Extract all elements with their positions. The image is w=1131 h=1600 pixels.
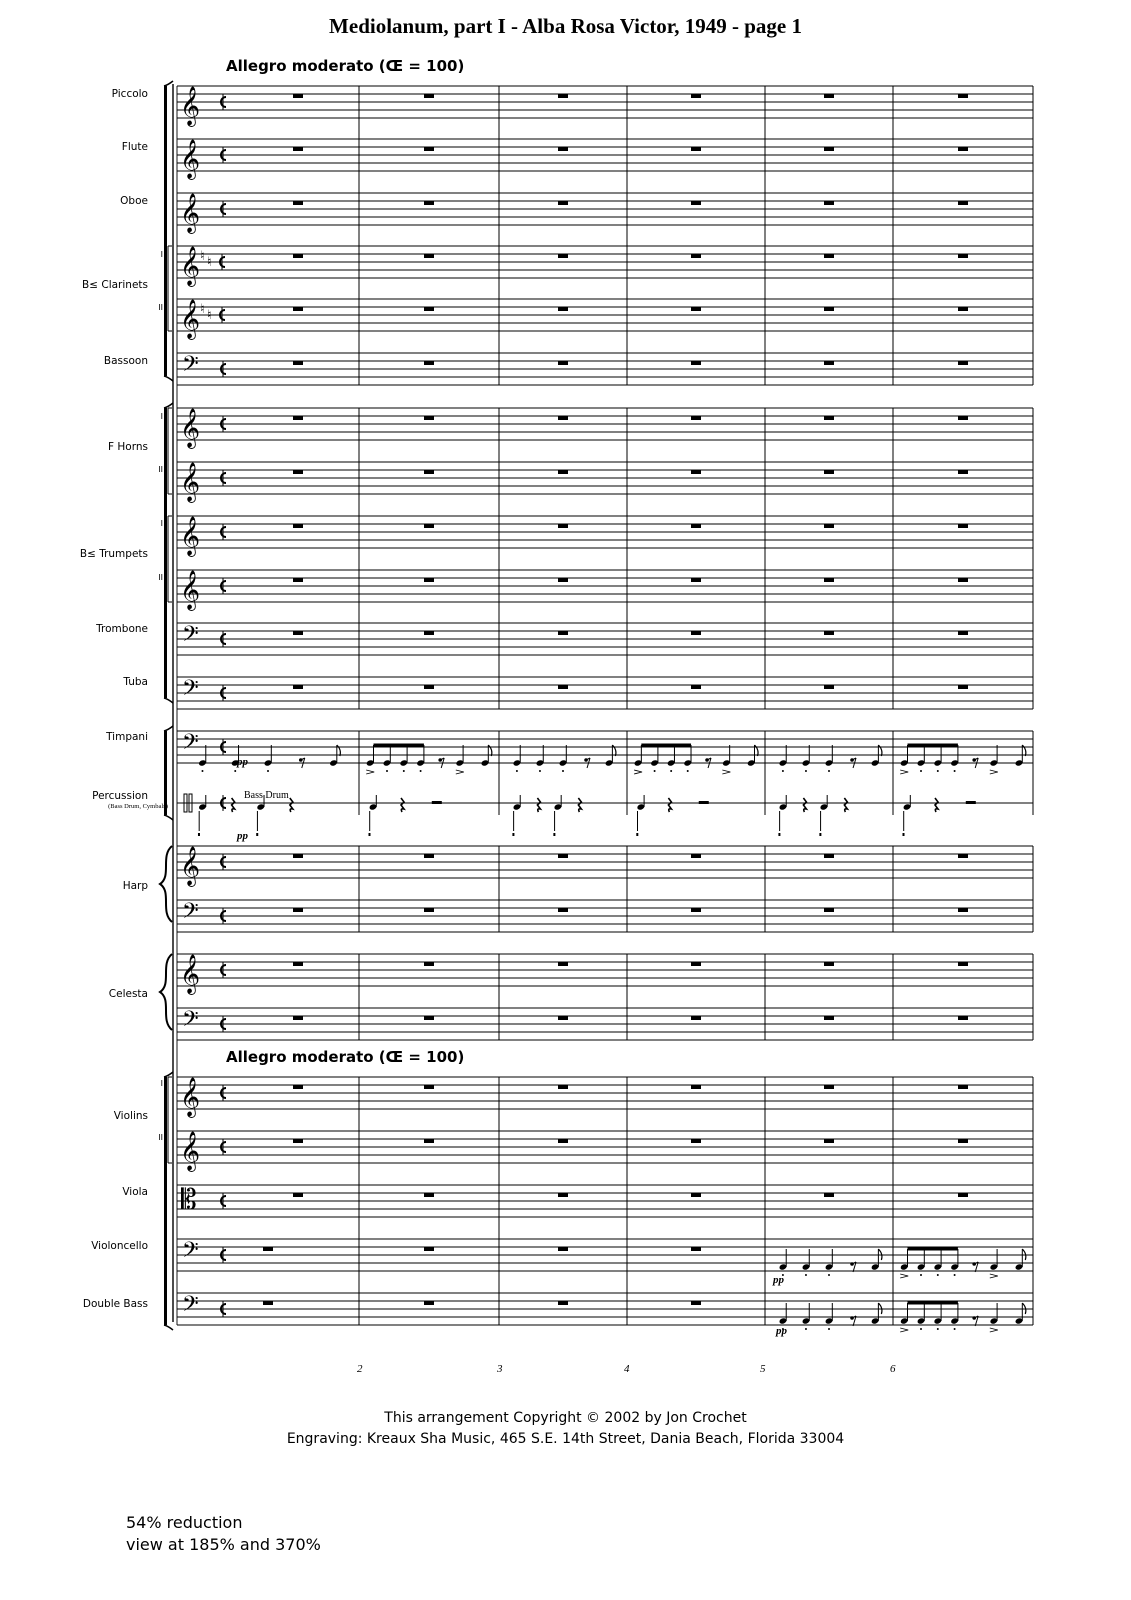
staff-vln2-whole-rest-m2 [424, 1139, 434, 1143]
timpani-accent-m6-1 [900, 770, 908, 774]
staff-celL-whole-rest-m1 [293, 1016, 303, 1020]
timpani-beam-m2 [374, 744, 424, 747]
dynamic-percussion: pp [237, 830, 248, 842]
staff-harpR-whole-rest-m4 [691, 854, 701, 858]
staff-harpR-whole-rest-m3 [558, 854, 568, 858]
instrument-label-percussion: Percussion [92, 790, 148, 802]
staff-clar1-treble-clef: 𝄞 [180, 246, 201, 286]
staff-piccolo-whole-rest-m1 [293, 94, 303, 98]
timpani-accent-m6-q [990, 770, 998, 774]
staff-harpL-whole-rest-m4 [691, 908, 701, 912]
timpani-accent-m2-q [456, 770, 464, 774]
part-label-horn-2: II [158, 465, 163, 474]
instrument-label-clarinets: B≤ Clarinets [82, 279, 148, 291]
cello-staccato-m5-2 [805, 1274, 807, 1276]
staff-tuba-whole-rest-m5 [824, 685, 834, 689]
staff-cello-whole-rest-m4 [691, 1247, 701, 1251]
brace-celesta [160, 954, 172, 1030]
percussion-cymbal-mark-m3-3 [553, 833, 555, 836]
staff-trp2-whole-rest-m6 [958, 578, 968, 582]
percussion-cymbal-mark-m5-1 [778, 833, 780, 836]
bracket-woodwinds [164, 86, 167, 376]
timpani-staccato-m2-2 [386, 770, 388, 772]
percussion-cymbal-mark-m6 [903, 833, 905, 836]
percussion-cymbal-mark-m1-3 [256, 833, 258, 836]
view-note: view at 185% and 370% [126, 1535, 321, 1554]
staff-trp2-whole-rest-m4 [691, 578, 701, 582]
staff-flute-whole-rest-m4 [691, 147, 701, 151]
staff-vln1-whole-rest-m2 [424, 1085, 434, 1089]
instrument-label-trombone: Trombone [96, 623, 148, 635]
staff-celR-whole-rest-m3 [558, 962, 568, 966]
staff-viola-whole-rest-m4 [691, 1193, 701, 1197]
staff-cello-whole-rest-m1 [263, 1247, 273, 1251]
staff-celR-whole-rest-m1 [293, 962, 303, 966]
bass-beam-m6 [908, 1302, 958, 1305]
staff-trombone-whole-rest-m6 [958, 631, 968, 635]
percussion-cymbal-mark-m4 [636, 833, 638, 836]
measure-number-6: 6 [890, 1363, 896, 1375]
staff-flute-treble-clef: 𝄞 [180, 139, 201, 179]
percussion-rest-m1-4 [290, 798, 293, 812]
measure-number-5: 5 [760, 1363, 766, 1375]
timpani-accent-m4-1 [634, 770, 642, 774]
bracket-percussion-bottom-hook [164, 815, 173, 820]
percussion-rest-m5-4 [844, 798, 847, 812]
staff-trp2-whole-rest-m3 [558, 578, 568, 582]
instrument-label-horns: F Horns [108, 441, 148, 453]
part-label-horn-1: I [160, 412, 163, 421]
cello-staccato-m6-3 [937, 1274, 939, 1276]
cello-eighth-m5-flag [878, 1249, 882, 1260]
percussion-rest-m3-2 [537, 798, 540, 812]
staff-harpL-whole-rest-m3 [558, 908, 568, 912]
staff-trombone-whole-rest-m5 [824, 631, 834, 635]
timpani-staccato-m2-3 [403, 770, 405, 772]
staff-bassoon-bass-clef: 𝄢 [182, 352, 199, 382]
percussion-rest-m5-2 [803, 798, 806, 812]
instrument-label-bassoon: Bassoon [103, 355, 148, 367]
bass-eighth-m5-flag [878, 1303, 882, 1314]
cello-staccato-m5-3 [828, 1274, 830, 1276]
staff-celR-treble-clef: 𝄞 [180, 954, 201, 994]
percussion-rest-m1-2 [232, 798, 235, 812]
staff-bassoon-whole-rest-m2 [424, 361, 434, 365]
part-label-trumpet-1: I [160, 519, 163, 528]
instrument-label-celesta: Celesta [108, 988, 148, 1000]
staff-bassoon-whole-rest-m1 [293, 361, 303, 365]
bracket-strings [164, 1077, 167, 1325]
timpani-staccato-m5-3 [828, 770, 830, 772]
staff-clar2-whole-rest-m1 [293, 307, 303, 311]
timpani-staccato-m1-1 [201, 770, 203, 772]
timpani-staccato-m4-2 [654, 770, 656, 772]
part-label-violin-1: I [160, 1079, 163, 1088]
staff-celR-whole-rest-m6 [958, 962, 968, 966]
bracket-woodwinds-top-hook [164, 81, 173, 86]
staff-celL-whole-rest-m4 [691, 1016, 701, 1020]
staff-clar2-whole-rest-m6 [958, 307, 968, 311]
timpani-accent-m4-q [722, 770, 730, 774]
tempo-marking-strings: Allegro moderato (Œ = 100) [226, 1048, 465, 1066]
staff-clar1-whole-rest-m2 [424, 254, 434, 258]
staff-horn2-whole-rest-m5 [824, 470, 834, 474]
staff-trombone-bass-clef: 𝄢 [182, 622, 199, 652]
instrument-label-trumpets: B≤ Trumpets [79, 548, 148, 560]
staff-viola-whole-rest-m3 [558, 1193, 568, 1197]
staff-clar1-natural-2: ♮ [207, 255, 212, 270]
dynamic-violoncello: pp [773, 1274, 784, 1286]
staff-cello-whole-rest-m3 [558, 1247, 568, 1251]
staff-clar1-natural-1: ♮ [200, 249, 205, 264]
percussion-half-rest-m2 [432, 801, 442, 804]
staff-clar1-whole-rest-m5 [824, 254, 834, 258]
staff-clar2-whole-rest-m5 [824, 307, 834, 311]
percussion-half-rest-m6 [966, 801, 976, 804]
staff-harpR-whole-rest-m6 [958, 854, 968, 858]
timpani-staccato-m3-3 [562, 770, 564, 772]
timpani-staccato-m5-1 [782, 770, 784, 772]
cello-accent-m6-1 [900, 1274, 908, 1278]
staff-vln1-whole-rest-m6 [958, 1085, 968, 1089]
staff-trp1-whole-rest-m1 [293, 524, 303, 528]
instrument-label-violins: Violins [113, 1110, 148, 1122]
staff-harpR-treble-clef: 𝄞 [180, 846, 201, 886]
staff-vln2-whole-rest-m4 [691, 1139, 701, 1143]
timpani-staccato-m4-4 [687, 770, 689, 772]
staff-bass-bass-clef: 𝄢 [182, 1292, 199, 1322]
staff-tuba-bass-clef: 𝄢 [182, 676, 199, 706]
part-label-violin-2: II [158, 1133, 163, 1142]
staff-horn1-whole-rest-m6 [958, 416, 968, 420]
part-label-clarinet-1: I [160, 250, 163, 259]
staff-celL-bass-clef: 𝄢 [182, 1007, 199, 1037]
staff-horn2-treble-clef: 𝄞 [180, 462, 201, 502]
staff-horn1-whole-rest-m4 [691, 416, 701, 420]
copyright-line: This arrangement Copyright © 2002 by Jon Crochet [384, 1410, 747, 1426]
staff-piccolo-whole-rest-m4 [691, 94, 701, 98]
staff-oboe-whole-rest-m6 [958, 201, 968, 205]
staff-vln2-whole-rest-m1 [293, 1139, 303, 1143]
staff-horn2-whole-rest-m3 [558, 470, 568, 474]
part-label-clarinet-2: II [158, 303, 163, 312]
percussion-rest-m4 [668, 798, 671, 812]
staff-harpL-whole-rest-m5 [824, 908, 834, 912]
brace-harp [160, 846, 172, 922]
bass-eighth-m6-end-flag [1022, 1303, 1026, 1314]
staff-viola-alto-clef: 𝄡 [181, 1183, 197, 1216]
staff-vln1-whole-rest-m3 [558, 1085, 568, 1089]
staff-cello-whole-rest-m2 [424, 1247, 434, 1251]
staff-trp1-whole-rest-m4 [691, 524, 701, 528]
staff-clar1-whole-rest-m6 [958, 254, 968, 258]
staff-tuba-whole-rest-m1 [293, 685, 303, 689]
measure-number-2: 2 [357, 1363, 363, 1375]
timpani-staccato-m6-3 [937, 770, 939, 772]
bracket-percussion-top-hook [164, 726, 173, 731]
staff-bassoon-whole-rest-m5 [824, 361, 834, 365]
staff-celR-whole-rest-m5 [824, 962, 834, 966]
timpani-beam-m6 [908, 744, 958, 747]
staff-harpL-bass-clef: 𝄢 [182, 899, 199, 929]
staff-flute-whole-rest-m3 [558, 147, 568, 151]
timpani-staccato-m2-4 [420, 770, 422, 772]
staff-viola-whole-rest-m5 [824, 1193, 834, 1197]
staff-celR-whole-rest-m2 [424, 962, 434, 966]
staff-viola-whole-rest-m6 [958, 1193, 968, 1197]
staff-tuba-whole-rest-m3 [558, 685, 568, 689]
staff-bassoon-whole-rest-m6 [958, 361, 968, 365]
staff-trp2-treble-clef: 𝄞 [180, 570, 201, 610]
staff-horn1-whole-rest-m2 [424, 416, 434, 420]
staff-vln1-treble-clef: 𝄞 [180, 1077, 201, 1117]
bracket-strings-bottom-hook [164, 1325, 173, 1330]
bass-drum-label: Bass Drum [244, 790, 289, 801]
staff-trombone-whole-rest-m4 [691, 631, 701, 635]
staff-tuba-whole-rest-m4 [691, 685, 701, 689]
staff-oboe-treble-clef: 𝄞 [180, 193, 201, 233]
instrument-label-piccolo: Piccolo [111, 88, 148, 100]
staff-tuba-whole-rest-m6 [958, 685, 968, 689]
staff-harpL-whole-rest-m2 [424, 908, 434, 912]
staff-clar1-whole-rest-m4 [691, 254, 701, 258]
bracket-brass-bottom-hook [164, 698, 173, 703]
tempo-marking-top: Allegro moderato (Œ = 100) [226, 57, 465, 75]
timpani-staccato-m6-4 [954, 770, 956, 772]
staff-trombone-whole-rest-m1 [293, 631, 303, 635]
staff-trp2-whole-rest-m2 [424, 578, 434, 582]
bracket-brass-top-hook [164, 403, 173, 408]
staff-horn1-whole-rest-m5 [824, 416, 834, 420]
staff-vln2-treble-clef: 𝄞 [180, 1131, 201, 1171]
cello-eighth-m6-end-flag [1022, 1249, 1026, 1260]
staff-flute-whole-rest-m2 [424, 147, 434, 151]
staff-oboe-whole-rest-m5 [824, 201, 834, 205]
part-label-trumpet-2: II [158, 573, 163, 582]
staff-timpani-bass-clef: 𝄢 [182, 730, 199, 760]
percussion-rest-m3-4 [578, 798, 581, 812]
percussion-cymbal-mark-m1-1 [198, 833, 200, 836]
staff-bass-whole-rest-m2 [424, 1301, 434, 1305]
staff-clar2-natural-1: ♮ [200, 302, 205, 317]
percussion-cymbal-mark-m2 [369, 833, 371, 836]
staff-flute-whole-rest-m1 [293, 147, 303, 151]
engraving-line: Engraving: Kreaux Sha Music, 465 S.E. 14th Street, Dania Beach, Florida 33004 [286, 1431, 845, 1447]
staff-trp2-whole-rest-m5 [824, 578, 834, 582]
staff-trp2-whole-rest-m1 [293, 578, 303, 582]
staff-bassoon-whole-rest-m3 [558, 361, 568, 365]
staff-bass-whole-rest-m1 [263, 1301, 273, 1305]
timpani-staccato-m4-3 [670, 770, 672, 772]
timpani-staccato-m5-2 [805, 770, 807, 772]
timpani-staccato-m1-3 [267, 770, 269, 772]
staff-oboe-whole-rest-m3 [558, 201, 568, 205]
instrument-label-violoncello: Violoncello [91, 1240, 148, 1252]
staff-vln1-whole-rest-m4 [691, 1085, 701, 1089]
percussion-cymbal-mark-m5-3 [819, 833, 821, 836]
bass-staccato-m6-3 [937, 1328, 939, 1330]
bass-staccato-m6-4 [954, 1328, 956, 1330]
staff-harpR-whole-rest-m2 [424, 854, 434, 858]
staff-vln2-whole-rest-m6 [958, 1139, 968, 1143]
staff-flute-whole-rest-m5 [824, 147, 834, 151]
staff-clar1-whole-rest-m3 [558, 254, 568, 258]
instrument-label-viola: Viola [122, 1186, 148, 1198]
dynamic-timpani: pp [237, 756, 248, 768]
measure-number-4: 4 [624, 1363, 630, 1375]
staff-celL-whole-rest-m3 [558, 1016, 568, 1020]
instrument-label-oboe: Oboe [120, 195, 148, 207]
cello-beam-m6 [908, 1248, 958, 1251]
timpani-staccato-m3-2 [539, 770, 541, 772]
instrument-label-double-bass: Double Bass [82, 1298, 148, 1310]
cello-staccato-m6-4 [954, 1274, 956, 1276]
staff-bass-whole-rest-m3 [558, 1301, 568, 1305]
bass-staccato-m5-2 [805, 1328, 807, 1330]
bracket-brass [164, 408, 167, 698]
staff-bassoon-whole-rest-m4 [691, 361, 701, 365]
cello-staccato-m6-2 [920, 1274, 922, 1276]
staff-horn1-whole-rest-m3 [558, 416, 568, 420]
staff-cello-bass-clef: 𝄢 [182, 1238, 199, 1268]
staff-horn2-whole-rest-m2 [424, 470, 434, 474]
bass-accent-m6-q [990, 1328, 998, 1332]
staff-harpR-whole-rest-m5 [824, 854, 834, 858]
bass-staccato-m6-2 [920, 1328, 922, 1330]
percussion-rest-m6 [935, 798, 938, 812]
percussion-half-rest-m4 [699, 801, 709, 804]
staff-celL-whole-rest-m2 [424, 1016, 434, 1020]
staff-flute-whole-rest-m6 [958, 147, 968, 151]
instrument-label-flute: Flute [121, 141, 148, 153]
timpani-staccato-m1-2 [234, 770, 236, 772]
staff-piccolo-whole-rest-m5 [824, 94, 834, 98]
staff-clar1-whole-rest-m1 [293, 254, 303, 258]
staff-vln1-whole-rest-m5 [824, 1085, 834, 1089]
timpani-staccato-m3-1 [516, 770, 518, 772]
staff-horn1-treble-clef: 𝄞 [180, 408, 201, 448]
staff-bass-whole-rest-m4 [691, 1301, 701, 1305]
staff-vln1-whole-rest-m1 [293, 1085, 303, 1089]
page-title: Mediolanum, part I - Alba Rosa Victor, 1949 - page 1 [329, 14, 802, 38]
staff-horn2-whole-rest-m6 [958, 470, 968, 474]
dynamic-double-bass: pp [776, 1325, 787, 1337]
staff-harpL-whole-rest-m1 [293, 908, 303, 912]
staff-harpR-whole-rest-m1 [293, 854, 303, 858]
staff-harpL-whole-rest-m6 [958, 908, 968, 912]
staff-horn2-whole-rest-m4 [691, 470, 701, 474]
bracket-woodwinds-bottom-hook [164, 376, 173, 381]
timpani-beam-m4 [641, 744, 691, 747]
staff-trp1-whole-rest-m5 [824, 524, 834, 528]
staff-vln2-whole-rest-m3 [558, 1139, 568, 1143]
instrument-label-harp: Harp [122, 880, 148, 892]
cello-accent-m6-q [990, 1274, 998, 1278]
staff-trp1-whole-rest-m6 [958, 524, 968, 528]
reduction-note: 54% reduction [126, 1513, 243, 1532]
staff-tuba-whole-rest-m2 [424, 685, 434, 689]
staff-celL-whole-rest-m5 [824, 1016, 834, 1020]
staff-oboe-whole-rest-m2 [424, 201, 434, 205]
staff-celR-whole-rest-m4 [691, 962, 701, 966]
measure-number-3: 3 [497, 1363, 503, 1375]
staff-horn1-whole-rest-m1 [293, 416, 303, 420]
staff-vln2-whole-rest-m5 [824, 1139, 834, 1143]
instrument-label-timpani: Timpani [106, 731, 148, 743]
staff-clar2-whole-rest-m2 [424, 307, 434, 311]
staff-trombone-whole-rest-m2 [424, 631, 434, 635]
timpani-accent-m2-1 [366, 770, 374, 774]
staff-viola-whole-rest-m1 [293, 1193, 303, 1197]
staff-horn2-whole-rest-m1 [293, 470, 303, 474]
percussion-rest-m2 [401, 798, 404, 812]
staff-clar2-whole-rest-m4 [691, 307, 701, 311]
staff-clar2-natural-2: ♮ [207, 308, 212, 323]
instrument-label-tuba: Tuba [123, 676, 148, 688]
staff-piccolo-whole-rest-m3 [558, 94, 568, 98]
instrument-label-percussion-detail: (Bass Drum, Cymbals) [108, 803, 168, 810]
staff-oboe-whole-rest-m4 [691, 201, 701, 205]
staff-piccolo-whole-rest-m6 [958, 94, 968, 98]
staff-clar2-treble-clef: 𝄞 [180, 299, 201, 339]
bass-staccato-m5-3 [828, 1328, 830, 1330]
staff-oboe-whole-rest-m1 [293, 201, 303, 205]
staff-clar2-whole-rest-m3 [558, 307, 568, 311]
bracket-strings-top-hook [164, 1072, 173, 1077]
bass-accent-m6-1 [900, 1328, 908, 1332]
staff-trp1-whole-rest-m3 [558, 524, 568, 528]
timpani-staccato-m6-2 [920, 770, 922, 772]
staff-piccolo-treble-clef: 𝄞 [180, 86, 201, 126]
staff-trp1-treble-clef: 𝄞 [180, 516, 201, 556]
staff-piccolo-whole-rest-m2 [424, 94, 434, 98]
staff-trombone-whole-rest-m3 [558, 631, 568, 635]
staff-trp1-whole-rest-m2 [424, 524, 434, 528]
percussion-cymbal-mark-m3-1 [512, 833, 514, 836]
staff-viola-whole-rest-m2 [424, 1193, 434, 1197]
staff-celL-whole-rest-m6 [958, 1016, 968, 1020]
